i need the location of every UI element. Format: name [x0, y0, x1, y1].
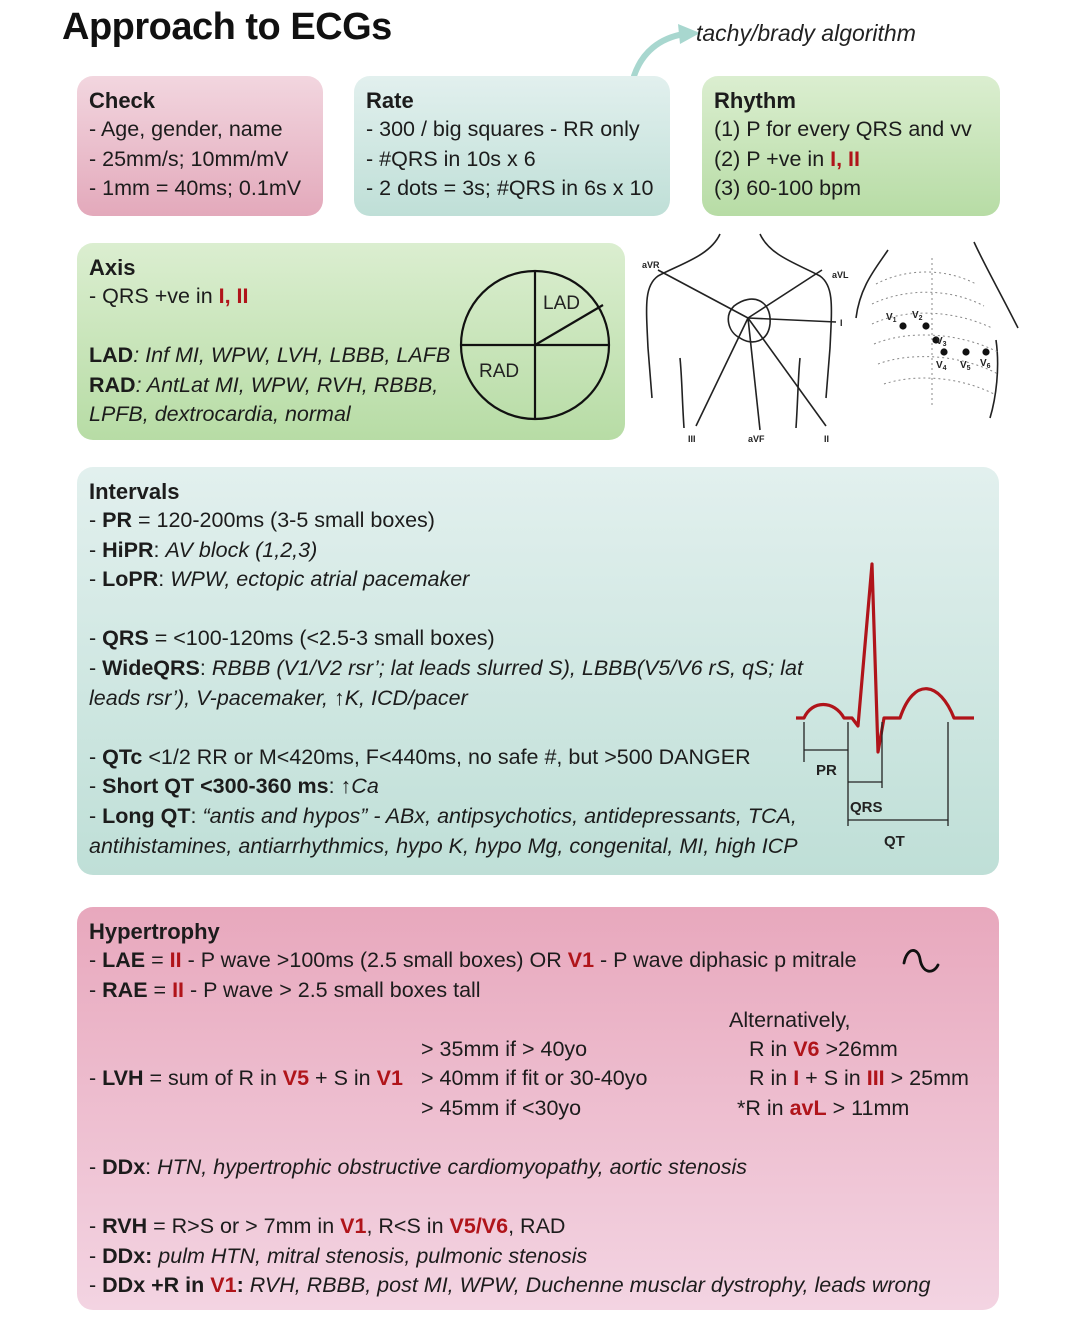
axis-rad-line: LPFB, dextrocardia, normal [89, 402, 351, 427]
interval-key: QRS [102, 626, 149, 651]
tachy-brady-algorithm-link[interactable]: tachy/brady algorithm [696, 20, 916, 46]
lead-label: I [793, 1066, 800, 1090]
interval-line: - QTc <1/2 RR or M<420ms, F<440ms, no safe #, but >500 DANGER [89, 744, 751, 769]
axis-wheel [455, 265, 615, 425]
lead-v1-label: $V_1$ [886, 312, 897, 324]
interval-key: Long QT [102, 803, 191, 828]
check-box [77, 76, 323, 216]
wheel-rad-label: RAD [479, 361, 520, 382]
lead-avr-label: aVR [642, 260, 660, 270]
intervals-heading: Intervals [89, 479, 180, 504]
interval-key: HiPR [102, 537, 154, 562]
axis-value: : Inf MI, WPW, LVH, LBBB, LAFB [133, 343, 451, 368]
interval-line: - WideQRS: RBBB (V1/V2 rsr’; lat leads slurred S), LBBB(V5/V6 rS, qS; lat [89, 655, 803, 680]
ecg-waveform [790, 556, 990, 856]
interval-value: AV block (1,2,3) [165, 537, 318, 562]
rhythm-line [714, 145, 988, 175]
lead-iii-label: III [688, 434, 696, 444]
lvh-criterion: > 40mm if fit or 30-40yo [421, 1066, 648, 1090]
hypertrophy-lae-line: - LAE = II - P wave >100ms (2.5 small boxes) OR V1 - P wave diphasic p mitrale [89, 948, 857, 972]
ecg-lead-placement-diagram [640, 228, 1040, 450]
hypertrophy-ddx-line: - DDx: HTN, hypertrophic obstructive cardiomyopathy, aortic stenosis [89, 1155, 748, 1179]
lead-label: I, II [218, 284, 249, 308]
interval-value: “antis and hypos” [202, 803, 368, 828]
interval-line: antihistamines, antiarrhythmics, hypo K, hypo Mg, congenital, MI, high ICP [89, 833, 798, 858]
lead-label: V1 [567, 948, 595, 972]
hypertrophy-rvh-line: - RVH = R>S or > 7mm in V1, R<S in V5/V6, RAD [89, 1214, 566, 1238]
lead-label: V6 [793, 1037, 820, 1061]
rate-line: - 2 dots = 3s; #QRS in 6s x 10 [366, 176, 654, 201]
interval-key: LoPR [102, 567, 159, 592]
hypertrophy-ddx-line: - DDx: pulm HTN, mitral stenosis, pulmonic stenosis [89, 1244, 588, 1268]
interval-value: RBBB (V1/V2 rsr’; lat leads slurred S), LBBB(V5/V6 rS, qS; lat [211, 655, 803, 680]
rate-line: - #QRS in 10s x 6 [366, 146, 536, 171]
lead-avf-label: aVF [748, 434, 765, 444]
interval-line: - LoPR: WPW, ectopic atrial pacemaker [89, 567, 470, 592]
interval-key: Short QT <300-360 ms [102, 774, 329, 799]
rhythm-heading: Rhythm [714, 88, 796, 113]
interval-value: - ABx, antipsychotics, antidepressants, TCA, [367, 803, 797, 828]
interval-value: ↑Ca [340, 774, 379, 799]
interval-value: WPW, ectopic atrial pacemaker [170, 567, 470, 592]
interval-value: <1/2 RR or M<420ms, F<440ms, no safe #, but >500 DANGER [142, 744, 751, 769]
lead-label: V1 [340, 1214, 367, 1238]
check-line: - Age, gender, name [89, 117, 283, 141]
rate-line: - 300 / big squares - RR only [366, 117, 640, 141]
rhythm-line: (1) P for every QRS and vv [714, 117, 972, 141]
p-mitrale-wave-icon [901, 943, 943, 977]
axis-box [77, 243, 625, 440]
lead-v4-label: $V_4$ [936, 360, 947, 372]
ecg-pr-label: PR [816, 762, 837, 779]
rhythm-line: (3) 60-100 bpm [714, 176, 861, 201]
axis-key: RAD [89, 372, 136, 397]
hypertrophy-box [77, 907, 999, 1310]
lead-label: V1 [210, 1273, 237, 1297]
interval-key: PR [102, 508, 133, 532]
lead-v2-label: $V_2$ [912, 310, 923, 322]
lead-label: I, II [830, 146, 860, 171]
lead-ii-label: II [824, 434, 830, 444]
interval-line: - PR = 120-200ms (3-5 small boxes) [89, 508, 435, 532]
hypertrophy-lvh-line: - LVH = sum of R in V5 + S in V1 [89, 1066, 403, 1090]
lvh-alt-criterion: *R in avL > 11mm [737, 1096, 910, 1120]
lead-label: II [172, 977, 185, 1002]
arrow-curve-icon [626, 22, 706, 80]
check-heading: Check [89, 88, 156, 113]
hypertrophy-rae-line: - RAE = II - P wave > 2.5 small boxes tall [89, 977, 481, 1002]
rhythm-text: (2) P +ve in [714, 146, 831, 171]
interval-line: - Long QT: “antis and hypos” - ABx, antipsychotics, antidepressants, TCA, [89, 803, 797, 828]
lead-v6-label: $V_6$ [980, 358, 991, 370]
interval-line: - HiPR: AV block (1,2,3) [89, 537, 318, 562]
lvh-alt-heading: Alternatively, [729, 1008, 851, 1032]
axis-key: LAD [89, 343, 134, 368]
lead-label: II [169, 948, 182, 972]
axis-value: : AntLat MI, WPW, RVH, RBBB, [135, 372, 439, 397]
lead-avl-label: aVL [832, 270, 849, 280]
interval-key: QTc [102, 744, 143, 769]
interval-line: - Short QT <300-360 ms: ↑Ca [89, 774, 379, 799]
lead-v3-label: $V_3$ [936, 336, 947, 348]
check-line: - 1mm = 40ms; 0.1mV [89, 176, 302, 201]
hypertrophy-ddx-line: - DDx +R in V1: RVH, RBBB, post MI, WPW, Duchenne musclar dystrophy, leads wrong [89, 1273, 931, 1297]
interval-value: = 120-200ms (3-5 small boxes) [132, 508, 435, 532]
lead-label: V5 [282, 1066, 310, 1090]
interval-value: = <100-120ms (<2.5-3 small boxes) [148, 626, 495, 651]
ecg-qrs-label: QRS [850, 799, 883, 816]
lead-label: avL [789, 1096, 827, 1120]
lvh-alt-criterion: R in V6 >26mm [749, 1037, 898, 1061]
rate-heading: Rate [366, 88, 414, 113]
lead-v5-label: $V_5$ [960, 360, 971, 372]
ecg-qt-label: QT [884, 833, 905, 850]
interval-line: leads rsr’), V-pacemaker, ↑K, ICD/pacer [89, 685, 468, 710]
wheel-lad-label: LAD [543, 293, 580, 314]
lvh-criterion: > 45mm if <30yo [421, 1096, 582, 1120]
page-title: Approach to ECGs [62, 6, 392, 48]
lvh-alt-criterion: R in I + S in III > 25mm [749, 1066, 969, 1090]
lead-label: V1 [376, 1066, 403, 1090]
lead-label: III [866, 1066, 885, 1090]
hypertrophy-heading: Hypertrophy [89, 919, 220, 944]
lead-i-label: I [840, 318, 843, 328]
lead-label: V5/V6 [449, 1214, 509, 1238]
rhythm-box [702, 76, 1000, 216]
interval-line: - QRS = <100-120ms (<2.5-3 small boxes) [89, 626, 495, 651]
axis-text: - QRS +ve in [89, 284, 219, 308]
check-line: - 25mm/s; 10mm/mV [89, 146, 289, 171]
lvh-criterion: > 35mm if > 40yo [421, 1037, 588, 1061]
rate-box [354, 76, 670, 216]
interval-key: WideQRS [102, 655, 200, 680]
axis-heading: Axis [89, 255, 136, 280]
